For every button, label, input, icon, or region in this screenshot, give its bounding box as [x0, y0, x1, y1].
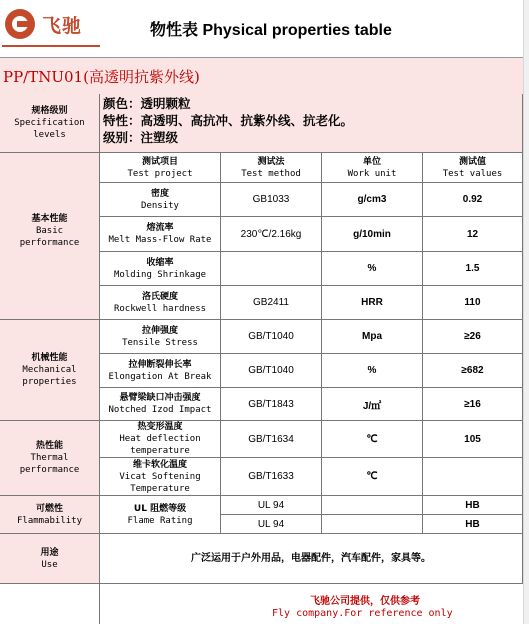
- table-cell-method: UL 94: [221, 515, 322, 534]
- table-cell-unit: [322, 496, 423, 515]
- item-en: Vicat Softening Temperature: [119, 471, 201, 494]
- spec-grade: 级别：注塑级: [103, 130, 179, 145]
- table-cell-value: 110: [423, 286, 523, 320]
- col-header-method-cn: 测试法: [257, 156, 285, 167]
- table-cell-method: GB1033: [221, 183, 322, 217]
- table-row-item: [100, 458, 221, 496]
- table-cell-unit: [322, 515, 423, 534]
- item-en: Notched Izod Impact: [108, 405, 212, 415]
- table-cell-value: ≥26: [423, 320, 523, 354]
- footer-left-cell: [0, 584, 100, 624]
- group-thermal-performance: [0, 421, 100, 496]
- col-header-unit-en: Work unit: [347, 168, 397, 179]
- group-basic-en: Basic performance: [19, 226, 80, 248]
- table-cell-value: HB: [423, 496, 523, 515]
- item-cn: 热变形温度: [137, 422, 183, 432]
- table-cell-unit: %: [322, 252, 423, 286]
- group-basic-cn: 基本性能: [31, 214, 68, 224]
- table-cell-value: ≥682: [423, 354, 523, 388]
- use-content-cell: [100, 534, 523, 584]
- col-header-method: [221, 153, 322, 183]
- table-cell-unit: %: [322, 354, 423, 388]
- spec-color: 颜色：透明颗粒: [103, 96, 191, 111]
- table-cell-method: GB/T1040: [221, 320, 322, 354]
- item-cn: 洛氏硬度: [141, 291, 178, 302]
- spec-label-en: Specification levels: [14, 118, 85, 140]
- company-logo: [2, 5, 100, 47]
- footer-note-cn: 飞驰公司提供，仅供参考: [310, 596, 420, 607]
- use-label-cn: 用途: [40, 547, 59, 558]
- item-en: Elongation At Break: [108, 371, 212, 382]
- table-cell-method: GB/T1633: [221, 458, 322, 496]
- header: [0, 0, 529, 55]
- item-cn: 悬臂梁缺口冲击强度: [119, 393, 201, 403]
- use-label-cell: [0, 534, 100, 584]
- item-cn: UL 阻燃等级: [133, 503, 187, 514]
- spec-label-cn: 规格级别: [31, 106, 68, 116]
- item-cn: 维卡软化温度: [132, 459, 187, 470]
- table-row-item: [100, 320, 221, 354]
- col-header-value-en: Test values: [442, 168, 503, 179]
- table-cell-method: [221, 252, 322, 286]
- table-row-item: [100, 388, 221, 421]
- col-header-method-en: Test method: [241, 168, 301, 179]
- table-cell-unit: ℃: [322, 421, 423, 458]
- spec-lines: [103, 95, 353, 146]
- group-thermal-en: Thermal performance: [19, 453, 80, 475]
- item-en: Density: [141, 200, 179, 211]
- table-cell-unit: Mpa: [322, 320, 423, 354]
- item-en: Rockwell hardness: [113, 303, 207, 314]
- table-cell-unit: g/cm3: [322, 183, 423, 217]
- table-row-item: [100, 354, 221, 388]
- footer-note-en: Fly company.For reference only: [272, 608, 453, 619]
- product-name: PP/TNU01(高透明抗紫外线): [3, 68, 200, 86]
- col-header-item-en: Test project: [127, 168, 193, 179]
- logo-text: 飞驰: [42, 15, 83, 37]
- item-en: Heat deflection temperature: [119, 434, 201, 456]
- table-row-item: [100, 217, 221, 252]
- table-cell-value: 0.92: [423, 183, 523, 217]
- table-row-item: [100, 496, 221, 534]
- table-row-item: [100, 183, 221, 217]
- table-cell-unit: J/㎡: [322, 388, 423, 421]
- group-flammability: [0, 496, 100, 534]
- table-cell-method: 230℃/2.16kg: [221, 217, 322, 252]
- col-header-unit-cn: 单位: [362, 156, 381, 167]
- col-header-value-cn: 测试值: [458, 156, 486, 167]
- col-header-value: [423, 153, 523, 183]
- table-cell-unit: HRR: [322, 286, 423, 320]
- table-cell-value: ≥16: [423, 388, 523, 421]
- item-cn: 拉伸强度: [141, 325, 178, 336]
- group-mechanical-cn: 机械性能: [31, 353, 68, 363]
- page-title: 物性表 Physical properties table: [150, 22, 392, 39]
- table-row-item: [100, 252, 221, 286]
- spec-label-cell: [0, 94, 100, 153]
- item-en: Molding Shrinkage: [113, 269, 207, 280]
- table-cell-unit: ℃: [322, 458, 423, 496]
- table-cell-unit: g/10min: [322, 217, 423, 252]
- item-en: Melt Mass-Flow Rate: [108, 235, 212, 245]
- col-header-item-cn: 测试项目: [141, 156, 178, 167]
- scrollbar[interactable]: [523, 0, 529, 624]
- group-mechanical-properties: [0, 320, 100, 421]
- group-cell-basic-top: [0, 153, 100, 183]
- use-text: 广泛运用于户外用品，电器配件，汽车配件，家具等。: [191, 552, 431, 564]
- table-cell-value: 12: [423, 217, 523, 252]
- item-cn: 熔流率: [146, 223, 174, 233]
- item-en: Tensile Stress: [122, 337, 198, 348]
- table-cell-method: GB/T1040: [221, 354, 322, 388]
- table-cell-value: [423, 458, 523, 496]
- spec-features: 特性：高透明、高抗冲、抗紫外线、抗老化。: [103, 113, 354, 128]
- col-header-unit: [322, 153, 423, 183]
- use-label-en: Use: [41, 559, 58, 570]
- group-basic-performance: [0, 183, 100, 320]
- table-row-item: [100, 421, 221, 458]
- group-thermal-cn: 热性能: [35, 441, 63, 451]
- item-cn: 密度: [150, 188, 169, 199]
- table-cell-method: GB/T1634: [221, 421, 322, 458]
- group-mechanical-en: Mechanical properties: [22, 365, 77, 387]
- item-cn: 拉伸断裂伸长率: [128, 359, 192, 370]
- item-en: Flame Rating: [127, 515, 193, 526]
- table-cell-method: UL 94: [221, 496, 322, 515]
- group-flammability-en: Flammability: [16, 515, 83, 526]
- table-cell-value: 105: [423, 421, 523, 458]
- group-flammability-cn: 可燃性: [35, 503, 63, 514]
- table-cell-value: 1.5: [423, 252, 523, 286]
- table-cell-method: GB2411: [221, 286, 322, 320]
- table-cell-value: HB: [423, 515, 523, 534]
- table-row-item: [100, 286, 221, 320]
- item-cn: 收缩率: [146, 257, 174, 268]
- logo-icon: [5, 9, 35, 39]
- product-heading-row: [0, 57, 523, 95]
- table-cell-method: GB/T1843: [221, 388, 322, 421]
- col-header-item: [100, 153, 221, 183]
